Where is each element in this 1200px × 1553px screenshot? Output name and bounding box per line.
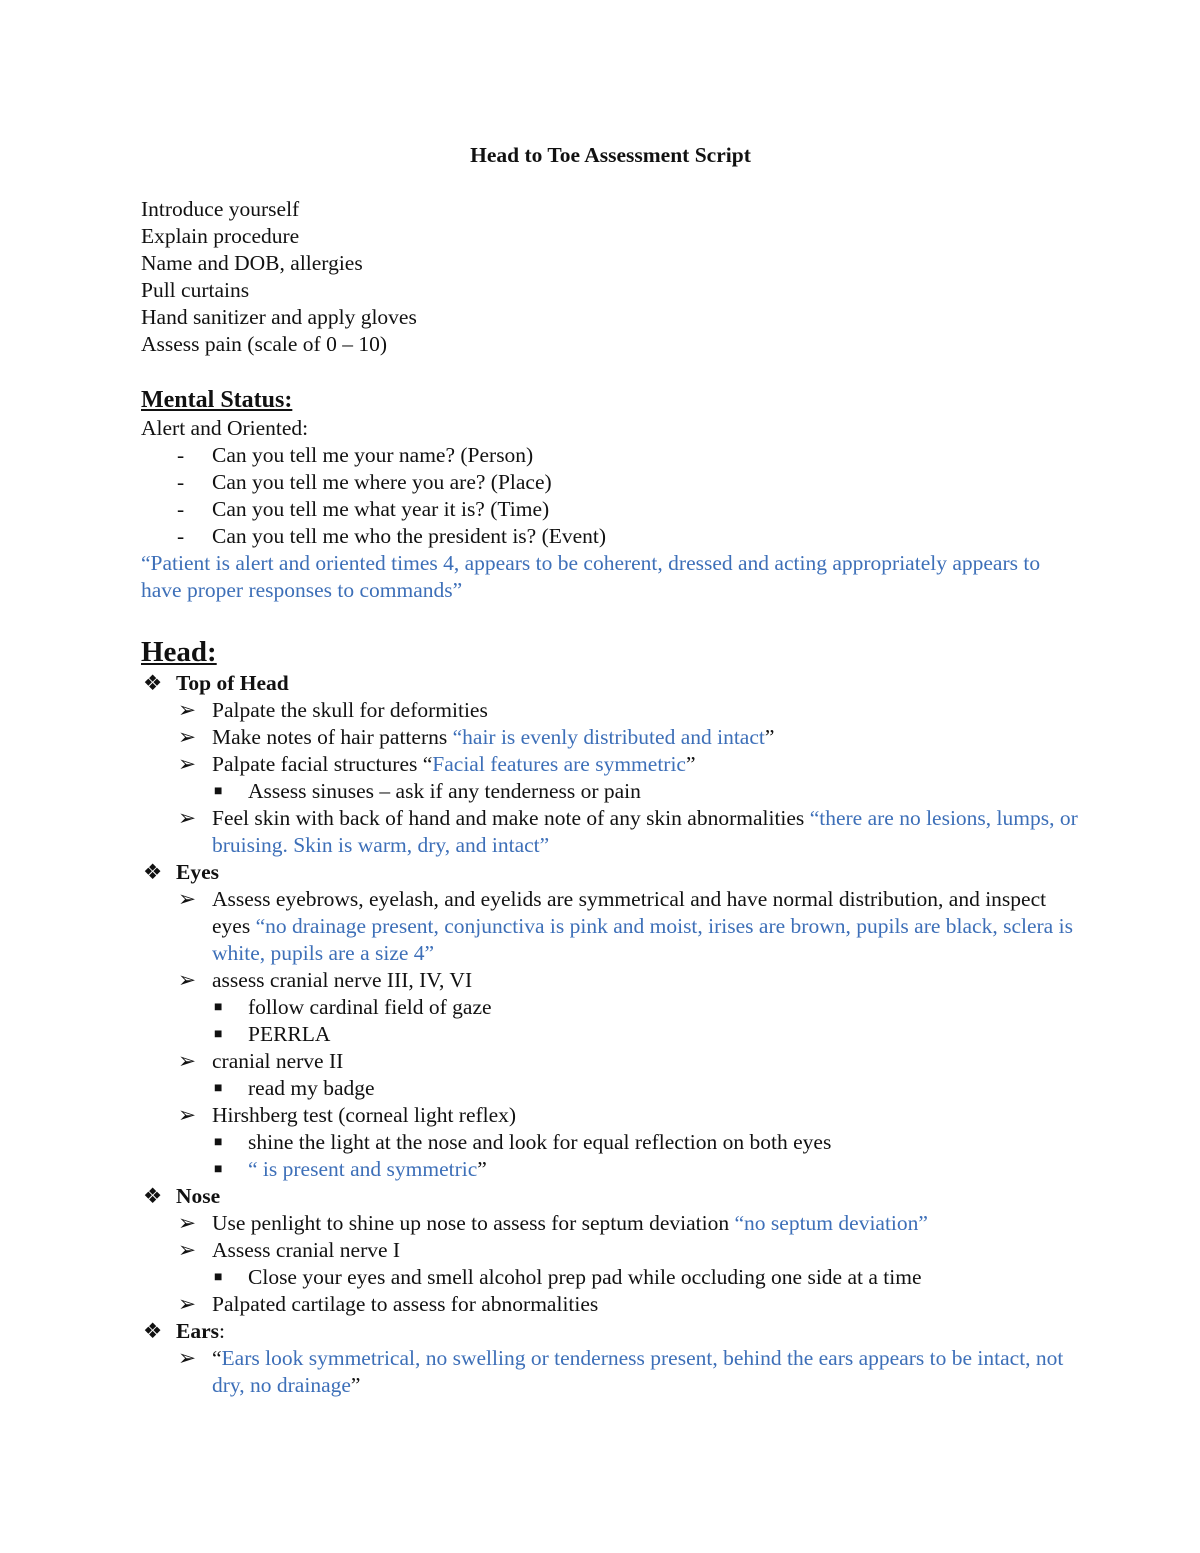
document-title: Head to Toe Assessment Script — [470, 143, 751, 167]
arrow-bullet-icon: ➢ — [178, 1103, 197, 1127]
list-item — [141, 751, 1080, 778]
section-label: Nose — [176, 1184, 221, 1208]
list-item — [141, 1291, 1080, 1318]
item-text: Make notes of hair patterns — [212, 725, 453, 749]
four-point-star-bullet-icon: ❖ — [143, 1319, 163, 1343]
section-colon: : — [219, 1319, 225, 1343]
orientation-question — [141, 469, 1080, 496]
item-text: Palpate facial structures “ — [212, 752, 433, 776]
arrow-bullet-icon: ➢ — [178, 1292, 197, 1316]
square-bullet-icon: ■ — [214, 1162, 223, 1177]
list-item — [141, 1102, 1080, 1129]
list-item — [141, 805, 1080, 859]
item-text: PERRLA — [248, 1022, 331, 1046]
section-label: Top of Head — [176, 671, 289, 695]
item-text: Feel skin with back of hand and make note of any skin abnormalities — [212, 806, 810, 830]
square-bullet-icon: ■ — [214, 1027, 223, 1042]
square-bullet-icon: ■ — [214, 1000, 223, 1015]
intro-line: Hand sanitizer and apply gloves — [141, 305, 417, 329]
item-quote: “no drainage present, conjunctiva is pink and moist, irises are brown, pupils are black, sclera is white, pupils are a size 4” — [212, 914, 1073, 965]
top-of-head-section — [141, 670, 1080, 697]
quote-close: ” — [350, 1373, 361, 1397]
dash-bullet: - — [177, 524, 185, 548]
item-text: follow cardinal field of gaze — [248, 995, 492, 1019]
four-point-star-bullet-icon: ❖ — [143, 860, 163, 884]
four-point-star-bullet-icon: ❖ — [143, 1184, 163, 1208]
list-item — [141, 697, 1080, 724]
head-heading: Head: — [141, 636, 217, 668]
square-bullet-icon: ■ — [214, 1270, 223, 1285]
mental-status-quote: “Patient is alert and oriented times 4, appears to be coherent, dressed and acting appropriately appears to have proper responses to commands” — [141, 551, 1041, 602]
intro-line: Assess pain (scale of 0 – 10) — [141, 332, 388, 356]
alert-oriented-label: Alert and Oriented: — [141, 416, 309, 440]
item-text: Assess cranial nerve I — [212, 1238, 401, 1262]
item-quote: “hair is evenly distributed and intact — [452, 725, 765, 749]
arrow-bullet-icon: ➢ — [178, 698, 197, 722]
quote-open: “ — [212, 1346, 222, 1370]
list-item — [141, 886, 1080, 967]
item-text: Close your eyes and smell alcohol prep pad while occluding one side at a time — [248, 1265, 922, 1289]
item-quote: “no septum deviation” — [734, 1211, 928, 1235]
question-text: Can you tell me your name? (Person) — [212, 443, 534, 467]
item-text: Palpate the skull for deformities — [212, 698, 488, 722]
sub-list-item — [141, 1129, 1080, 1156]
square-bullet-icon: ■ — [214, 1081, 223, 1096]
sub-list-item — [141, 1156, 1080, 1183]
dash-bullet: - — [177, 497, 185, 521]
list-item — [141, 1048, 1080, 1075]
item-text: Palpated cartilage to assess for abnormalities — [212, 1292, 599, 1316]
intro-line: Explain procedure — [141, 224, 300, 248]
list-item — [141, 967, 1080, 994]
sub-list-item — [141, 1021, 1080, 1048]
diamond-bullet-icon: ❖ — [143, 671, 163, 695]
ears-section — [141, 1318, 1080, 1345]
item-quote: Ears look symmetrical, no swelling or tenderness present, behind the ears appears to be intact, not dry, no drainage — [212, 1346, 1064, 1397]
intro-line: Pull curtains — [141, 278, 250, 302]
eyes-section — [141, 859, 1080, 886]
dash-bullet: - — [177, 443, 185, 467]
section-label: Ears — [176, 1319, 219, 1343]
item-text: Use penlight to shine up nose to assess for septum deviation — [212, 1211, 735, 1235]
item-quote: “ is present and symmetric — [248, 1157, 478, 1181]
item-text: read my badge — [248, 1076, 375, 1100]
question-text: Can you tell me where you are? (Place) — [212, 470, 552, 494]
item-quote: Facial features are symmetric — [432, 752, 686, 776]
arrow-bullet-icon: ➢ — [178, 806, 197, 830]
quote-close: ” — [477, 1157, 487, 1181]
mental-status-heading: Mental Status: — [141, 387, 293, 413]
list-item — [141, 724, 1080, 751]
list-item — [141, 1237, 1080, 1264]
orientation-question — [141, 496, 1080, 523]
item-text: Hirshberg test (corneal light reflex) — [212, 1103, 517, 1127]
sub-list-item — [141, 778, 1080, 805]
sub-list-item — [141, 1075, 1080, 1102]
item-text: cranial nerve II — [212, 1049, 344, 1073]
item-text: Assess eyebrows, eyelash, and eyelids are symmetrical and have normal distribution, and inspect eyes — [212, 887, 1047, 938]
list-item — [141, 1210, 1080, 1237]
item-text: Assess sinuses – ask if any tenderness or pain — [248, 779, 641, 803]
question-text: Can you tell me what year it is? (Time) — [212, 497, 550, 521]
intro-list — [141, 196, 1080, 358]
sub-list-item — [141, 994, 1080, 1021]
intro-line: Introduce yourself — [141, 197, 300, 221]
orientation-question — [141, 442, 1080, 469]
square-bullet-icon: ■ — [214, 784, 223, 799]
quote-close: ” — [685, 752, 696, 776]
arrow-bullet-icon: ➢ — [178, 968, 197, 992]
arrow-bullet-icon: ➢ — [178, 887, 197, 911]
orientation-question — [141, 523, 1080, 550]
arrow-bullet-icon: ➢ — [178, 1049, 197, 1073]
section-label: Eyes — [176, 860, 219, 884]
item-text: shine the light at the nose and look for equal reflection on both eyes — [248, 1130, 832, 1154]
arrow-bullet-icon: ➢ — [178, 725, 197, 749]
intro-line: Name and DOB, allergies — [141, 251, 363, 275]
sub-list-item — [141, 1264, 1080, 1291]
item-text: assess cranial nerve III, IV, VI — [212, 968, 473, 992]
list-item — [141, 1345, 1080, 1399]
quote-close: ” — [764, 725, 775, 749]
nose-section — [141, 1183, 1080, 1210]
arrow-bullet-icon: ➢ — [178, 1238, 197, 1262]
arrow-bullet-icon: ➢ — [178, 1346, 197, 1370]
item-quote: “there are no lesions, lumps, or bruising. Skin is warm, dry, and intact” — [212, 806, 1078, 857]
square-bullet-icon: ■ — [214, 1135, 223, 1150]
dash-bullet: - — [177, 470, 185, 494]
arrow-bullet-icon: ➢ — [178, 1211, 197, 1235]
question-text: Can you tell me who the president is? (Event) — [212, 524, 607, 548]
arrow-bullet-icon: ➢ — [178, 752, 197, 776]
